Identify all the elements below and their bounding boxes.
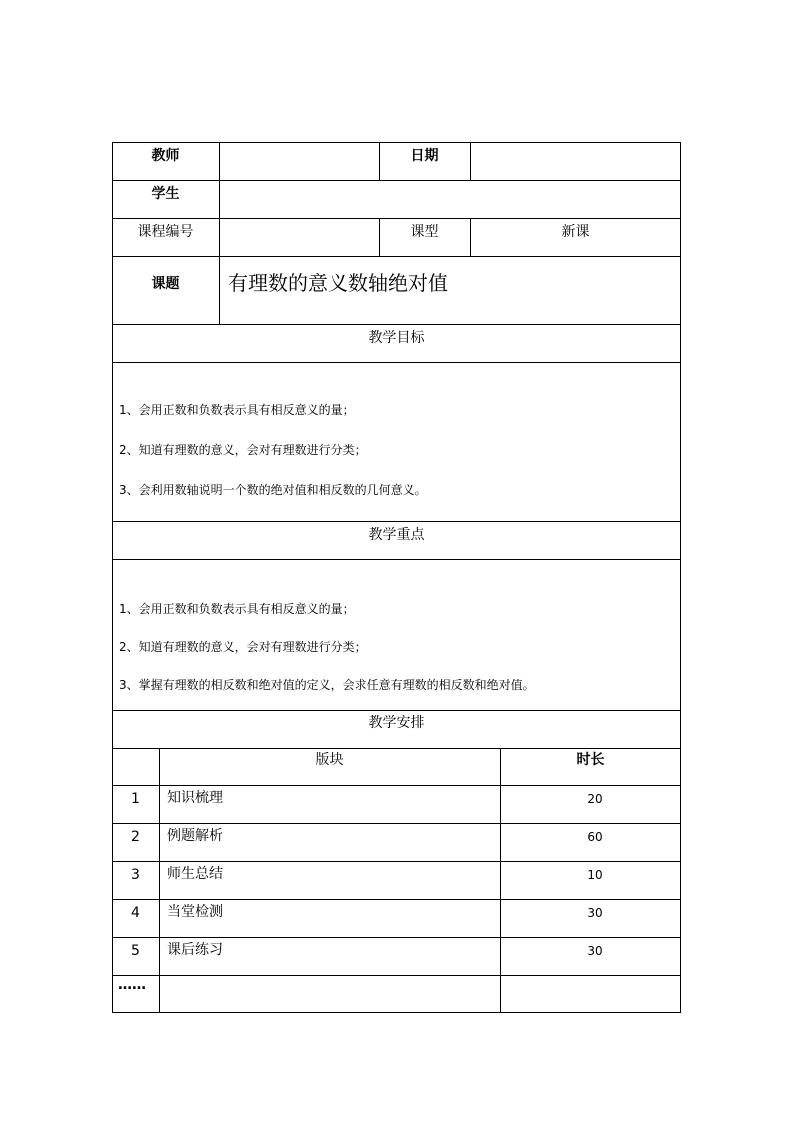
duration-column-header: 时长 bbox=[576, 752, 605, 768]
key-points-title: 教学重点 bbox=[368, 527, 425, 543]
row-number: 3 bbox=[131, 867, 140, 883]
block-name: 师生总结 bbox=[167, 866, 223, 882]
row-divider bbox=[112, 710, 681, 711]
lesson-type-label: 课型 bbox=[410, 224, 439, 240]
row-divider bbox=[112, 256, 681, 257]
row-number: 5 bbox=[131, 943, 140, 959]
lesson-type-value: 新课 bbox=[561, 224, 590, 240]
teacher-label: 教师 bbox=[151, 148, 180, 164]
duration-value: 30 bbox=[587, 944, 603, 958]
block-name: 例题解析 bbox=[167, 828, 223, 844]
lesson-plan-table bbox=[112, 142, 681, 1013]
objective-item: 2、知道有理数的意义，会对有理数进行分类； bbox=[119, 443, 367, 457]
row-divider bbox=[112, 180, 681, 181]
row-number: 4 bbox=[131, 905, 140, 921]
row-divider bbox=[112, 362, 681, 363]
objective-item: 3、会利用数轴说明一个数的绝对值和相反数的几何意义。 bbox=[119, 483, 427, 497]
row-divider bbox=[112, 899, 681, 900]
row-divider bbox=[112, 559, 681, 560]
row-divider bbox=[112, 785, 681, 786]
col-divider bbox=[159, 748, 160, 1013]
block-name: 课后练习 bbox=[167, 942, 223, 958]
date-label: 日期 bbox=[410, 148, 439, 164]
col-divider bbox=[470, 142, 471, 180]
key-point-item: 3、掌握有理数的相反数和绝对值的定义，会求任意有理数的相反数和绝对值。 bbox=[119, 678, 535, 692]
topic-value: 有理数的意义数轴绝对值 bbox=[228, 271, 448, 295]
topic-label: 课题 bbox=[151, 276, 180, 292]
schedule-title: 教学安排 bbox=[368, 715, 425, 731]
course-no-label: 课程编号 bbox=[137, 224, 194, 240]
row-divider bbox=[112, 218, 681, 219]
col-divider bbox=[219, 142, 220, 324]
row-divider bbox=[112, 823, 681, 824]
row-number: 1 bbox=[131, 791, 140, 807]
duration-value: 20 bbox=[587, 792, 603, 806]
row-divider bbox=[112, 937, 681, 938]
row-divider bbox=[112, 324, 681, 325]
row-divider bbox=[112, 861, 681, 862]
key-point-item: 2、知道有理数的意义，会对有理数进行分类； bbox=[119, 640, 367, 654]
student-label: 学生 bbox=[151, 186, 180, 202]
row-divider bbox=[112, 748, 681, 749]
duration-value: 30 bbox=[587, 906, 603, 920]
row-divider bbox=[112, 975, 681, 976]
block-name: 当堂检测 bbox=[167, 904, 223, 920]
duration-value: 60 bbox=[587, 830, 603, 844]
block-name: 知识梳理 bbox=[167, 790, 223, 806]
row-number: …… bbox=[118, 977, 146, 993]
objective-item: 1、会用正数和负数表示具有相反意义的量； bbox=[119, 403, 355, 417]
row-divider bbox=[112, 521, 681, 522]
key-point-item: 1、会用正数和负数表示具有相反意义的量； bbox=[119, 602, 355, 616]
duration-value: 10 bbox=[587, 868, 603, 882]
block-column-header: 版块 bbox=[315, 752, 344, 768]
objectives-title: 教学目标 bbox=[368, 330, 425, 346]
row-number: 2 bbox=[131, 829, 140, 845]
